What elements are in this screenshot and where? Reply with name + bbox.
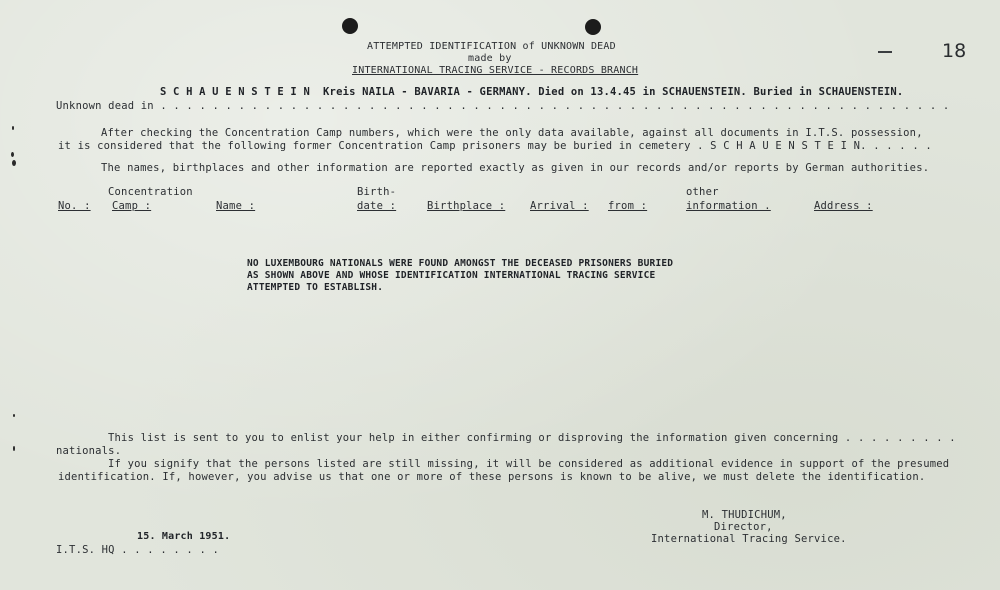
- unknown-dead-line: Unknown dead in . . . . . . . . . . . . . . . . . . . . . . . . . . . . . . . . . . . . . . . . . . . . . . . . . . . . . . . . . . . . .: [56, 100, 950, 112]
- column-arrival: Arrival :: [530, 200, 589, 212]
- footer-line-4: identification. If, however, you advise us that one or more of these persons is known to be alive, we must delete the identification.: [58, 471, 926, 483]
- paragraph-2: The names, birthplaces and other information are reported exactly as given in our records and/or reports by German authorities.: [101, 162, 930, 174]
- hq-line: I.T.S. HQ . . . . . . . .: [56, 544, 220, 556]
- footer-line-1: This list is sent to you to enlist your help in either confirming or disproving the information given concerning . . . . . . . . .: [108, 432, 956, 444]
- notice-line-2: AS SHOWN ABOVE AND WHOSE IDENTIFICATION INTERNATIONAL TRACING SERVICE: [247, 270, 656, 281]
- signature-title: Director,: [714, 521, 773, 533]
- signature-name: M. THUDICHUM,: [702, 509, 787, 521]
- column-birthdate-top: Birth-: [357, 186, 397, 198]
- header-title: ATTEMPTED IDENTIFICATION of UNKNOWN DEAD: [367, 41, 616, 52]
- column-camp: Camp :: [112, 200, 152, 212]
- column-other-top: other: [686, 186, 719, 198]
- footer-line-3: If you signify that the persons listed are still missing, it will be considered as additional evidence in support of the presumed: [108, 458, 950, 470]
- paragraph-1-line-2: it is considered that the following former Concentration Camp prisoners may be buried in cemetery . S C H A U E N S T E I N. . . . . .: [58, 140, 932, 152]
- page-dash: [878, 51, 892, 53]
- paragraph-1-line-1: After checking the Concentration Camp numbers, which were the only data available, against all documents in I.T.S. possession,: [101, 127, 923, 139]
- location-line: S C H A U E N S T E I N Kreis NAILA - BAVARIA - GERMANY. Died on 13.4.45 in SCHAUENSTEIN. Buried in SCHAUENSTEIN.: [160, 86, 904, 98]
- column-no: No. :: [58, 200, 91, 212]
- margin-mark: [11, 152, 14, 157]
- column-address: Address :: [814, 200, 873, 212]
- margin-mark: [13, 414, 15, 417]
- margin-mark: [13, 446, 15, 451]
- margin-mark: [12, 160, 16, 166]
- column-camp-top: Concentration: [108, 186, 193, 198]
- column-from: from :: [608, 200, 648, 212]
- notice-line-3: ATTEMPTED TO ESTABLISH.: [247, 282, 384, 293]
- punch-hole-left: [342, 18, 358, 34]
- column-birthdate: date :: [357, 200, 397, 212]
- date-line: 15. March 1951.: [137, 531, 231, 542]
- column-other-information: information .: [686, 200, 771, 212]
- notice-line-1: NO LUXEMBOURG NATIONALS WERE FOUND AMONGST THE DECEASED PRISONERS BURIED: [247, 258, 674, 269]
- column-birthplace: Birthplace :: [427, 200, 506, 212]
- punch-hole-right: [585, 19, 601, 35]
- page-number: 18: [942, 40, 967, 62]
- header-made-by: made by: [468, 53, 512, 64]
- signature-organization: International Tracing Service.: [651, 533, 847, 545]
- margin-mark: [12, 126, 14, 130]
- column-name: Name :: [216, 200, 256, 212]
- footer-line-2: nationals.: [56, 445, 122, 457]
- header-organization: INTERNATIONAL TRACING SERVICE - RECORDS BRANCH: [352, 65, 639, 76]
